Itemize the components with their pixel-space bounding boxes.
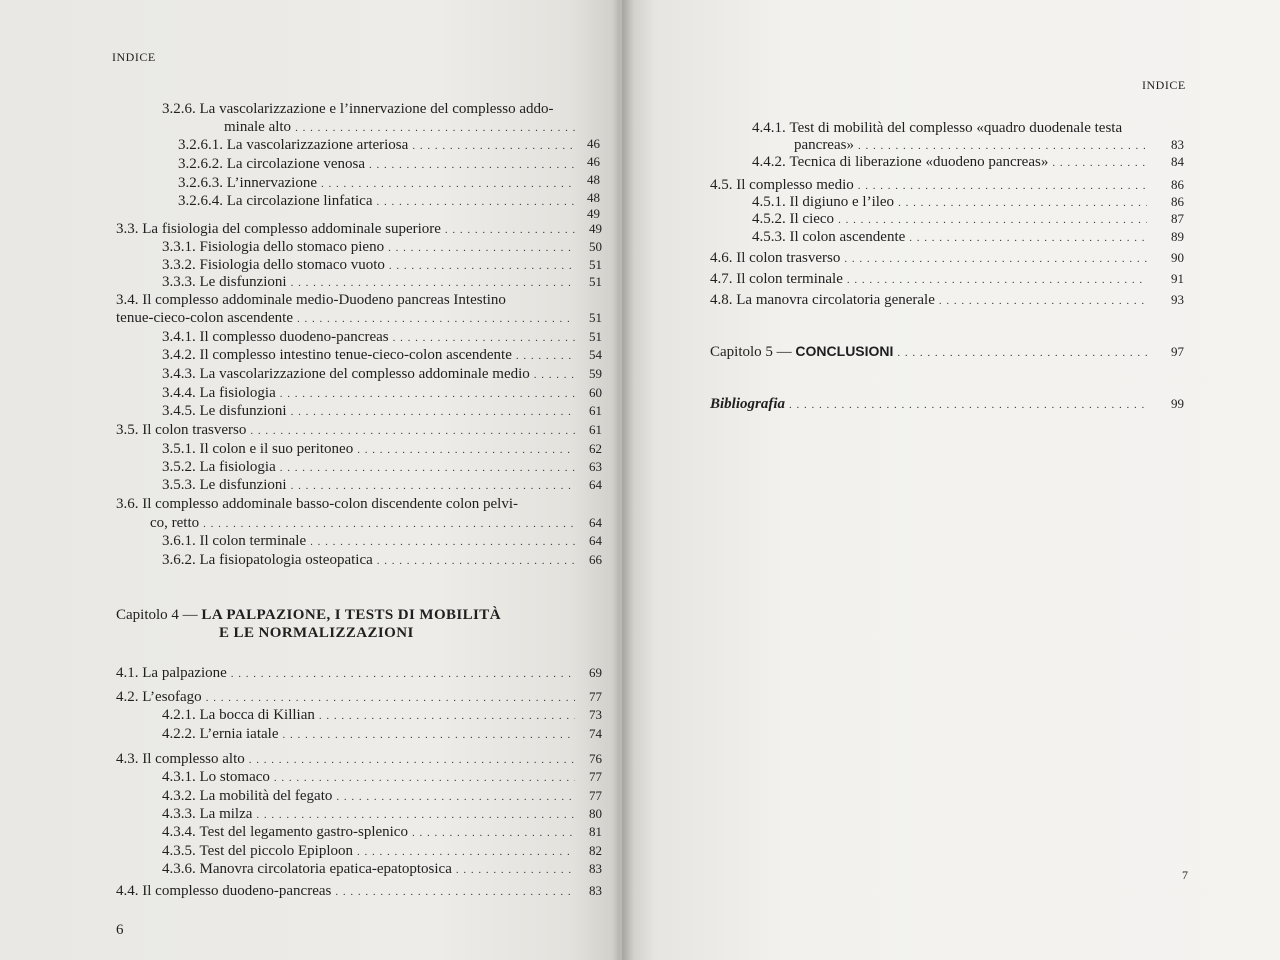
leader-dots: [847, 271, 1147, 289]
toc-entry[interactable]: [178, 192, 578, 211]
entry-number: 4.5.1.: [752, 194, 786, 210]
leader-dots: [456, 861, 575, 879]
entry-page: 81: [589, 824, 602, 839]
leader-dots: [897, 344, 1147, 362]
entry-number: 4.3.4.: [162, 824, 196, 840]
entry-number: 3.6.: [116, 496, 139, 512]
entry-page: 46: [587, 136, 600, 151]
entry-page: 64: [589, 533, 602, 548]
entry-number: 4.3.3.: [162, 806, 196, 822]
toc-entry[interactable]: [178, 155, 578, 174]
entry-page: 77: [589, 769, 602, 784]
entry-number: 4.8.: [710, 292, 733, 308]
leader-dots: [838, 211, 1147, 229]
entry-number: 4.3.1.: [162, 769, 196, 785]
toc-entry[interactable]: [162, 402, 602, 421]
entry-title: Il complesso addominale medio-Duodeno pancreas Intestino: [142, 292, 506, 308]
leader-dots: [310, 533, 575, 551]
entry-title-continuation: pancreas»: [794, 137, 854, 153]
entry-title: Il complesso duodeno-pancreas: [199, 329, 389, 345]
entry-title: Le disfunzioni: [199, 477, 287, 493]
entry-page: 90: [1171, 250, 1184, 265]
entry-title: La palpazione: [142, 665, 227, 681]
entry-number: 3.5.2.: [162, 459, 196, 475]
toc-entry[interactable]: [752, 119, 1172, 137]
leader-dots: [377, 552, 575, 570]
entry-number: 4.4.: [116, 883, 139, 899]
entry-title: Il colon e il suo peritoneo: [199, 441, 354, 457]
entry-page: 93: [1171, 292, 1184, 307]
leader-dots: [412, 824, 575, 842]
toc-entry[interactable]: [162, 476, 602, 495]
entry-title: Fisiologia dello stomaco pieno: [199, 239, 385, 255]
entry-title: La fisiologia del complesso addominale superiore: [142, 221, 441, 237]
leader-dots: [335, 883, 575, 901]
toc-entry[interactable]: [162, 842, 602, 861]
leader-dots: [388, 239, 575, 257]
entry-number: 3.3.2.: [162, 257, 196, 273]
running-header: INDICE: [112, 50, 156, 64]
entry-page: 76: [589, 751, 602, 766]
entry-page: 48: [587, 190, 600, 205]
entry-number: 3.6.2.: [162, 552, 196, 568]
toc-entry[interactable]: [162, 725, 602, 744]
entry-title: La mobilità del fegato: [199, 788, 333, 804]
running-header: INDICE: [1142, 78, 1186, 92]
entry-title: La vascolarizzazione del complesso addominale medio: [199, 366, 530, 382]
toc-entry[interactable]: [162, 706, 602, 725]
toc-section[interactable]: [116, 421, 602, 440]
entry-page: 62: [589, 441, 602, 456]
toc-section[interactable]: [710, 249, 1184, 268]
leader-dots: [249, 751, 575, 769]
entry-number: 3.2.6.4.: [178, 193, 223, 209]
entry-number: 4.2.: [116, 689, 139, 705]
entry-page: 74: [589, 726, 602, 741]
leader-dots: [291, 477, 575, 495]
book-gutter: [612, 0, 634, 960]
entry-page: 63: [589, 459, 602, 474]
leader-dots: [336, 788, 575, 806]
leader-dots: [939, 292, 1147, 310]
entry-title: La bocca di Killian: [199, 707, 315, 723]
entry-title: La vascolarizzazione arteriosa: [226, 137, 409, 153]
toc-entry[interactable]: [162, 328, 602, 347]
entry-title: Il digiuno e l’ileo: [789, 194, 895, 210]
leader-dots: [1052, 154, 1147, 172]
entry-number: 3.5.3.: [162, 477, 196, 493]
entry-number: 3.4.3.: [162, 366, 196, 382]
entry-title: Test del legamento gastro-splenico: [199, 824, 408, 840]
toc-section[interactable]: [116, 664, 602, 683]
entry-title: Le disfunzioni: [199, 274, 287, 290]
entry-number: 4.7.: [710, 271, 733, 287]
toc-section[interactable]: [116, 291, 578, 309]
entry-number: 3.4.5.: [162, 403, 196, 419]
right-page: [622, 0, 1280, 960]
leader-dots: [295, 119, 575, 137]
entry-page: 83: [589, 861, 602, 876]
entry-page: 80: [589, 806, 602, 821]
leader-dots: [357, 843, 575, 861]
entry-page: 86: [1171, 194, 1184, 209]
entry-title: Il colon ascendente: [789, 229, 906, 245]
entry-page: 59: [589, 366, 602, 381]
toc-entry[interactable]: [162, 805, 602, 824]
entry-number: 3.3.1.: [162, 239, 196, 255]
entry-number: 3.2.6.: [162, 101, 196, 117]
toc-entry[interactable]: [162, 100, 578, 118]
entry-page: 51: [589, 274, 602, 289]
entry-page: 86: [1171, 177, 1184, 192]
leader-dots: [377, 193, 576, 211]
leader-dots: [412, 137, 575, 155]
entry-title: Lo stomaco: [199, 769, 270, 785]
entry-number: 3.6.1.: [162, 533, 196, 549]
leader-dots: [291, 403, 575, 421]
leader-dots: [844, 250, 1147, 268]
entry-page: 48: [587, 172, 600, 187]
toc-section[interactable]: [116, 495, 586, 513]
toc-entry[interactable]: [162, 458, 602, 477]
chapter-label: Capitolo 5 —: [710, 344, 792, 360]
entry-title: Le disfunzioni: [199, 403, 287, 419]
entry-number: 4.3.: [116, 751, 139, 767]
toc-section[interactable]: [116, 220, 602, 239]
toc-entry[interactable]: [162, 273, 602, 292]
entry-title: La fisiologia: [199, 385, 276, 401]
leader-dots: [231, 665, 575, 683]
entry-number: 3.3.: [116, 221, 139, 237]
chapter-5-entry[interactable]: [710, 342, 1184, 362]
entry-page: 51: [589, 310, 602, 325]
entry-number: 4.2.2.: [162, 726, 196, 742]
leader-dots: [297, 310, 575, 328]
toc-entry[interactable]: [162, 823, 602, 842]
entry-number: 4.1.: [116, 665, 139, 681]
leader-dots: [369, 156, 575, 174]
page-number: 6: [116, 922, 124, 938]
entry-number: 3.5.1.: [162, 441, 196, 457]
entry-page: 49: [589, 221, 602, 236]
entry-number: 3.4.2.: [162, 347, 196, 363]
entry-page: 83: [1171, 137, 1184, 152]
entry-page: 60: [589, 385, 602, 400]
entry-page: 87: [1171, 211, 1184, 226]
chapter-label: Capitolo 4 —: [116, 607, 198, 623]
leader-dots: [250, 422, 575, 440]
bibliography-entry[interactable]: [710, 395, 1184, 414]
entry-page: 91: [1171, 271, 1184, 286]
entry-title: Il complesso intestino tenue-cieco-colon ascendente: [199, 347, 512, 363]
entry-title: La manovra circolatoria generale: [736, 292, 935, 308]
entry-page: 54: [589, 347, 602, 362]
toc-entry[interactable]: [162, 768, 602, 787]
entry-title-continuation: co, retto: [150, 515, 200, 531]
entry-page: 64: [589, 477, 602, 492]
entry-title-continuation: tenue-cieco-colon ascendente: [116, 310, 293, 326]
leader-dots: [445, 221, 575, 239]
chapter-4-heading-line2: [219, 624, 414, 643]
toc-entry[interactable]: [162, 238, 602, 257]
leader-dots: [321, 175, 575, 193]
toc-section-continuation[interactable]: [116, 309, 602, 328]
toc-entry[interactable]: [162, 346, 602, 365]
toc-entry-continuation[interactable]: [224, 118, 578, 137]
toc-entry[interactable]: [178, 136, 578, 155]
entry-page: 50: [589, 239, 602, 254]
entry-number: 3.4.1.: [162, 329, 196, 345]
entry-page: 46: [587, 154, 600, 169]
entry-title: Il colon terminale: [736, 271, 843, 287]
entry-title: La vascolarizzazione e l’innervazione del complesso addo-: [199, 101, 554, 117]
entry-title: Fisiologia dello stomaco vuoto: [199, 257, 385, 273]
entry-title: La fisiologia: [199, 459, 276, 475]
entry-title: Il colon terminale: [199, 533, 307, 549]
chapter-4-heading[interactable]: [116, 606, 501, 625]
toc-entry[interactable]: [162, 384, 602, 403]
toc-section[interactable]: [116, 750, 602, 769]
toc-entry[interactable]: [162, 532, 602, 551]
entry-title: Il complesso alto: [142, 751, 245, 767]
entry-title: Test di mobilità del complesso «quadro duodenale testa: [789, 120, 1123, 136]
leader-dots: [274, 769, 575, 787]
entry-number: 4.4.2.: [752, 154, 786, 170]
entry-title: Manovra circolatoria epatica-epatoptosica: [199, 861, 452, 877]
chapter-title: LA PALPAZIONE, I TESTS DI MOBILITÀ: [201, 607, 501, 623]
entry-page: 61: [589, 403, 602, 418]
entry-title: La fisiopatologia osteopatica: [199, 552, 373, 568]
entry-number: 4.4.1.: [752, 120, 786, 136]
leader-dots: [319, 707, 575, 725]
entry-number: 4.3.5.: [162, 843, 196, 859]
entry-number: 4.6.: [710, 250, 733, 266]
entry-title-continuation: minale alto: [224, 119, 292, 135]
toc-entry[interactable]: [752, 153, 1184, 172]
entry-title: L’esofago: [142, 689, 202, 705]
leader-dots: [909, 229, 1147, 247]
entry-title: L’innervazione: [226, 175, 317, 191]
entry-page: 83: [589, 883, 602, 898]
entry-page: 82: [589, 843, 602, 858]
entry-page: 77: [589, 689, 602, 704]
entry-title: Il complesso addominale basso-colon discendente colon pelvi-: [142, 496, 518, 512]
entry-number: 3.4.: [116, 292, 139, 308]
toc-entry[interactable]: [162, 551, 602, 570]
entry-title: La milza: [199, 806, 253, 822]
chapter-title-continuation: E LE NORMALIZZAZIONI: [219, 625, 414, 641]
entry-title: La circolazione linfatica: [226, 193, 373, 209]
entry-number: 4.5.2.: [752, 211, 786, 227]
toc-section-continuation[interactable]: [150, 514, 602, 533]
leader-dots: [206, 689, 575, 707]
entry-page: 51: [589, 329, 602, 344]
entry-number: 4.3.2.: [162, 788, 196, 804]
entry-title: Il complesso duodeno-pancreas: [142, 883, 332, 899]
leader-dots: [256, 806, 575, 824]
entry-title: Tecnica di liberazione «duodeno pancreas»: [789, 154, 1049, 170]
leader-dots: [357, 441, 575, 459]
entry-number: 4.3.6.: [162, 861, 196, 877]
entry-number: 3.2.6.3.: [178, 175, 223, 191]
leader-dots: [516, 347, 575, 365]
entry-number: 3.4.4.: [162, 385, 196, 401]
entry-page: 97: [1171, 344, 1184, 359]
entry-title: La circolazione venosa: [226, 156, 366, 172]
entry-page: 73: [589, 707, 602, 722]
bibliography-label: Bibliografia: [710, 396, 786, 412]
entry-page: 64: [589, 515, 602, 530]
entry-title: Il colon trasverso: [142, 422, 247, 438]
leader-dots: [282, 726, 575, 744]
toc-entry[interactable]: [162, 365, 602, 384]
toc-section[interactable]: [710, 270, 1184, 289]
toc-entry[interactable]: [752, 210, 1184, 229]
leader-dots: [789, 396, 1147, 414]
entry-number: 4.2.1.: [162, 707, 196, 723]
chapter-title: CONCLUSIONI: [795, 343, 894, 359]
entry-title: L’ernia iatale: [199, 726, 279, 742]
toc-entry[interactable]: [162, 860, 602, 879]
left-page: [0, 0, 620, 960]
entry-page: 77: [589, 788, 602, 803]
entry-number: 4.5.: [710, 177, 733, 193]
leader-dots: [203, 515, 575, 533]
leader-dots: [280, 385, 575, 403]
entry-page: 69: [589, 665, 602, 680]
entry-number: 3.3.3.: [162, 274, 196, 290]
toc-section[interactable]: [116, 882, 602, 901]
toc-entry[interactable]: [162, 787, 602, 806]
entry-number: 3.2.6.2.: [178, 156, 223, 172]
toc-entry[interactable]: [752, 228, 1184, 247]
entry-title: Il cieco: [789, 211, 835, 227]
leader-dots: [280, 459, 575, 477]
toc-entry[interactable]: [178, 174, 578, 193]
page-number: 7: [1182, 868, 1188, 882]
entry-title: Test del piccolo Epiploon: [199, 843, 354, 859]
entry-page: 51: [589, 257, 602, 272]
toc-entry[interactable]: [162, 440, 602, 459]
entry-title: Il colon trasverso: [736, 250, 841, 266]
entry-number: 4.5.3.: [752, 229, 786, 245]
toc-section[interactable]: [710, 291, 1184, 310]
leader-dots: [534, 366, 575, 384]
entry-number: 3.2.6.1.: [178, 137, 223, 153]
entry-title: Il complesso medio: [736, 177, 854, 193]
entry-page: 99: [1171, 396, 1184, 411]
leader-dots: [393, 329, 575, 347]
leader-dots: [291, 274, 575, 292]
entry-page: 66: [589, 552, 602, 567]
entry-page: 89: [1171, 229, 1184, 244]
entry-page: 61: [589, 422, 602, 437]
entry-page: 49: [587, 206, 600, 221]
entry-page: 84: [1171, 154, 1184, 169]
toc-section[interactable]: [116, 688, 602, 707]
entry-number: 3.5.: [116, 422, 139, 438]
